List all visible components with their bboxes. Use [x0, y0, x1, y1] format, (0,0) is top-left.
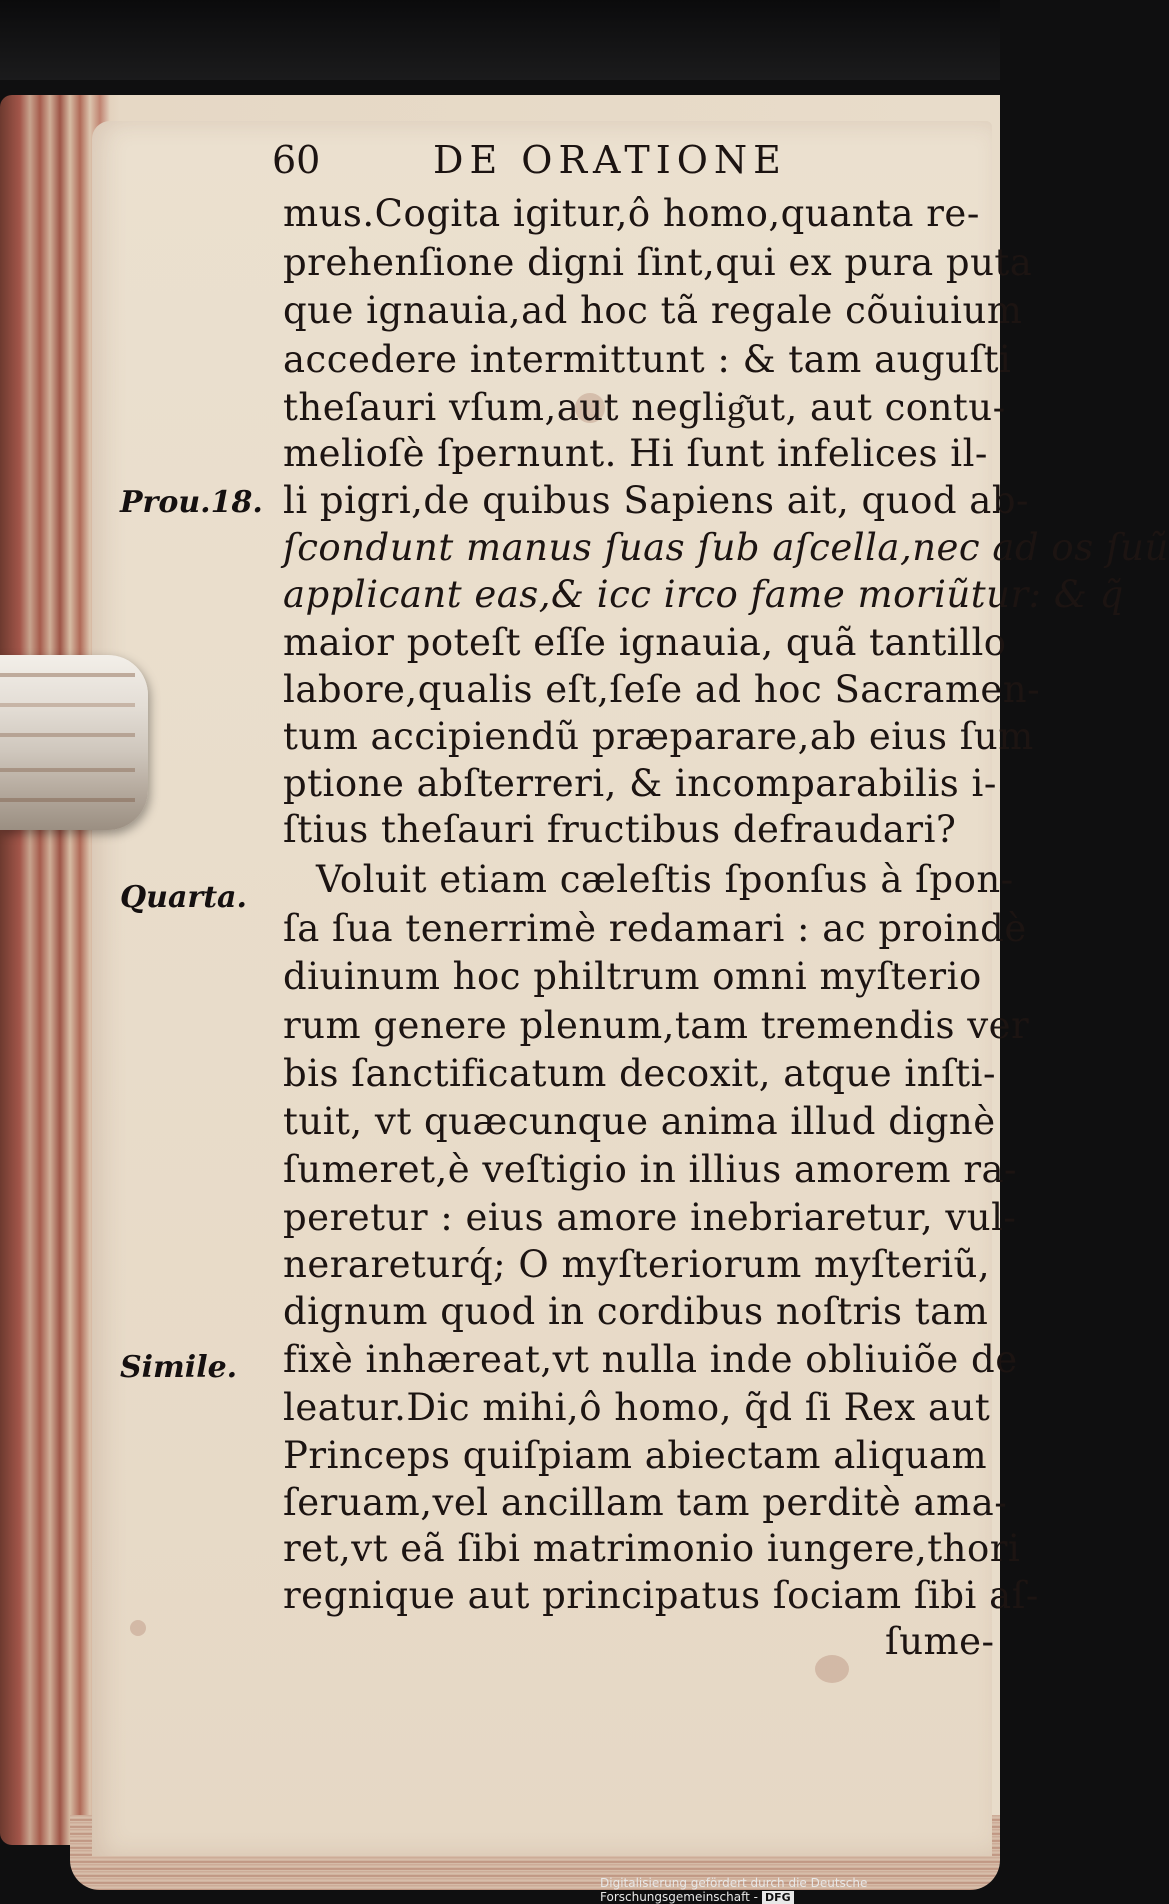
text-line: prehenſione digni ſint,qui ex pura puta	[283, 241, 1033, 284]
text-line: ret,vt eã ſibi matrimonio iungere,thori	[283, 1527, 1021, 1570]
text-line: ſeruam,vel ancillam tam perditè ama-	[283, 1481, 1008, 1524]
text-line: rum genere plenum,tam tremendis ver	[283, 1004, 1030, 1047]
text-line: mus.Cogita igitur,ô homo,quanta re-	[283, 192, 980, 235]
text-line: nerareturq́; O myſteriorum myſteriũ,	[283, 1243, 991, 1286]
dfg-logo: DFG	[762, 1891, 794, 1904]
text-line: ſumeret,è veſtigio in illius amorem ra-	[283, 1148, 1018, 1191]
text-line: diuinum hoc philtrum omni myſterio	[283, 955, 982, 998]
text-line: que ignauia,ad hoc tã regale cõuiuium	[283, 289, 1023, 332]
text-line: li pigri,de quibus Sapiens ait, quod ab-	[283, 479, 1030, 522]
text-line: theſauri vſum,aut neglig͂ut, aut contu-	[283, 386, 1006, 429]
running-title: DE ORATIONE	[433, 138, 787, 182]
credit-text: Digitalisierung gefördert durch die Deutsche Forschungsgemeinschaft -	[600, 1876, 868, 1904]
text-line: accedere intermittunt : & tam auguſti	[283, 338, 1012, 381]
text-line: ſcondunt manus ſuas ſub aſcella,nec ad os ſuũ	[283, 526, 1169, 569]
text-line: regnique aut principatus ſociam ſibi aſ-	[283, 1574, 1039, 1617]
text-line: bis ſanctificatum decoxit, atque inſti-	[283, 1052, 996, 1095]
text-line: applicant eas,& icc irco fame moriũtur: & q̃	[283, 573, 1124, 616]
text-line: ſume-	[885, 1620, 995, 1663]
page-number: 60	[272, 138, 321, 182]
text-line: tuit, vt quæcunque anima illud dignè	[283, 1100, 996, 1143]
text-line: tum accipiendũ præparare,ab eius ſum	[283, 715, 1034, 758]
marginal-note-quarta: Quarta.	[120, 880, 247, 915]
text-line: Voluit etiam cæleſtis ſponſus à ſpon-	[316, 858, 1014, 901]
text-line: fixè inhæreat,vt nulla inde obliuiõe de	[283, 1338, 1018, 1381]
digitization-credit	[600, 1876, 1000, 1904]
text-line: dignum quod in cordibus noſtris tam	[283, 1290, 989, 1333]
text-line: peretur : eius amore inebriaretur, vul-	[283, 1196, 1017, 1239]
text-line: leatur.Dic mihi,ô homo, q̃d ſi Rex aut	[283, 1386, 991, 1429]
text-line: melioſè ſpernunt. Hi ſunt infelices il-	[283, 432, 988, 475]
text-line: ſa ſua tenerrimè redamari : ac proindè	[283, 907, 1027, 950]
text-line: labore,qualis eſt,ſeſe ad hoc Sacramen-	[283, 668, 1041, 711]
text-line: ptione abſterreri, & incomparabilis i-	[283, 762, 997, 805]
marginal-note-prou: Prou.18.	[120, 485, 263, 520]
text-line: ſtius theſauri fructibus defraudari?	[283, 808, 957, 851]
text-line: Princeps quiſpiam abiectam aliquam	[283, 1434, 988, 1477]
text-line: maior poteſt eſſe ignauia, quã tantillo	[283, 621, 1007, 664]
marginal-note-simile: Simile.	[120, 1350, 238, 1385]
